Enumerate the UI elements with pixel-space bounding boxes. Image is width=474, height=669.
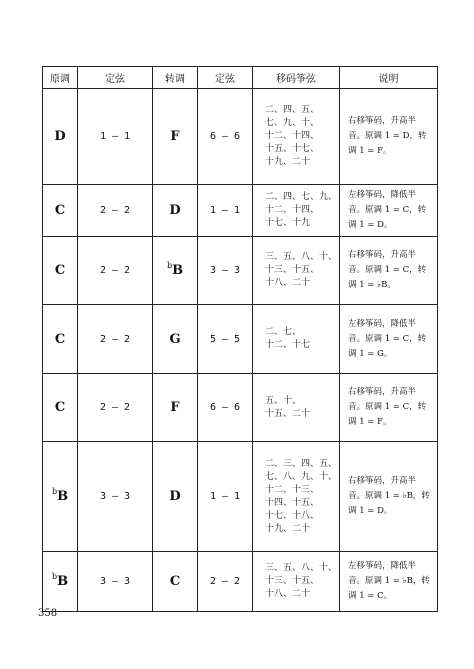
new-tuning-cell xyxy=(198,237,253,305)
page-number: 358 xyxy=(38,608,58,619)
bridge-list-line: 十四、十五、 xyxy=(265,497,320,508)
original-key-cell xyxy=(43,305,78,374)
moved-bridges-cell xyxy=(253,185,340,237)
table-row xyxy=(43,89,438,185)
new-tuning-cell xyxy=(198,305,253,374)
original-key-cell xyxy=(43,442,78,552)
note-line: 调 1 = F。 xyxy=(348,417,392,427)
table-row xyxy=(43,237,438,305)
note-line: 左移筝码，降低半 xyxy=(348,561,417,571)
tuning-cell xyxy=(78,237,153,305)
note-line: 调 1 = ♭B。 xyxy=(348,280,396,290)
original-key-cell xyxy=(43,374,78,442)
moved-bridges-cell xyxy=(253,237,340,305)
table-row xyxy=(43,374,438,442)
note-cell xyxy=(340,552,438,612)
new-key: D xyxy=(169,203,181,218)
original-key-cell xyxy=(43,552,78,612)
new-key-cell xyxy=(153,185,198,237)
table-row xyxy=(43,185,438,237)
note-cell xyxy=(340,374,438,442)
header-moved-bridges: 移码筝弦 xyxy=(253,67,340,89)
tuning-value: 3 — 3 xyxy=(99,491,131,502)
table-row xyxy=(43,305,438,374)
note-line: 左移筝码，降低半 xyxy=(348,190,417,200)
new-key: C xyxy=(169,574,181,589)
original-key: C xyxy=(54,263,66,278)
bridge-list-line: 十五、二十 xyxy=(265,408,311,419)
note-line: 音。原调 1 = D，转 xyxy=(348,131,427,141)
transposition-table xyxy=(42,66,438,612)
note-cell xyxy=(340,237,438,305)
note-cell xyxy=(340,442,438,552)
note-line: 调 1 = G。 xyxy=(348,348,393,359)
note-line: 音。原调 1 = C，转 xyxy=(348,265,427,275)
header-original-key: 原调 xyxy=(43,67,78,89)
new-tuning-cell xyxy=(198,552,253,612)
bridge-list-line: 十三、十五、 xyxy=(265,265,320,275)
new-key: D xyxy=(169,489,181,504)
tuning-cell xyxy=(78,89,153,185)
bridge-list-line: 十八、二十 xyxy=(265,278,311,288)
new-tuning-value: 1 — 1 xyxy=(209,205,241,216)
original-key: C xyxy=(54,331,66,347)
original-key: B xyxy=(57,489,69,504)
note-line: 音。原调 1 = C，转 xyxy=(348,402,427,412)
bridge-list-line: 十五、十七、 xyxy=(265,144,320,154)
note-line: 调 1 = F。 xyxy=(348,146,392,156)
note-line: 音。原调 1 = C，转 xyxy=(348,333,427,344)
bridge-list-line: 十九、二十 xyxy=(265,523,311,534)
header-modulation: 转调 xyxy=(153,67,198,89)
tuning-value: 3 — 3 xyxy=(99,576,131,587)
tuning-cell xyxy=(78,442,153,552)
new-key-cell xyxy=(153,442,198,552)
new-tuning-cell xyxy=(198,89,253,185)
note-line: 音。原调 1 = ♭B，转 xyxy=(348,491,430,501)
note-line: 左移筝码，降低半 xyxy=(348,318,417,329)
new-tuning-cell xyxy=(198,185,253,237)
bridge-list-line: 五、十、 xyxy=(265,395,302,406)
bridge-list-line: 二、七、 xyxy=(265,327,302,337)
header-new-tuning: 定弦 xyxy=(198,67,253,89)
flat-sign: b xyxy=(166,261,173,270)
new-tuning-cell xyxy=(198,374,253,442)
bridge-list-line: 三、五、八、十、 xyxy=(265,252,338,262)
bridge-list-line: 十二、十七 xyxy=(265,340,311,350)
original-key: C xyxy=(54,400,66,415)
original-key: D xyxy=(54,129,66,144)
new-key: F xyxy=(170,400,180,415)
bridge-list-line: 三、五、八、十、 xyxy=(265,563,338,573)
new-tuning-value: 2 — 2 xyxy=(209,576,241,587)
new-key-cell xyxy=(153,237,198,305)
note-line: 音。原调 1 = C，转 xyxy=(348,205,427,215)
table-row xyxy=(43,552,438,612)
new-key: B xyxy=(172,263,184,278)
note-cell xyxy=(340,89,438,185)
tuning-value: 2 — 2 xyxy=(99,333,131,345)
moved-bridges-cell xyxy=(253,89,340,185)
note-cell xyxy=(340,305,438,374)
note-line: 调 1 = D。 xyxy=(348,220,393,230)
original-key-cell xyxy=(43,89,78,185)
note-line: 调 1 = D。 xyxy=(348,506,393,516)
original-key: B xyxy=(57,574,69,589)
header-tuning: 定弦 xyxy=(78,67,153,89)
original-key-cell xyxy=(43,237,78,305)
original-key: C xyxy=(54,203,66,218)
original-key-cell xyxy=(43,185,78,237)
bridge-list-line: 十二、十四、 xyxy=(265,131,320,141)
bridge-list-line: 十二、十四、 xyxy=(265,205,320,215)
flat-sign: b xyxy=(51,487,58,496)
new-key-cell xyxy=(153,305,198,374)
tuning-cell xyxy=(78,552,153,612)
bridge-list-line: 十七、十八、 xyxy=(265,510,320,521)
new-tuning-value: 6 — 6 xyxy=(209,131,241,142)
new-tuning-value: 1 — 1 xyxy=(209,491,241,502)
new-key: F xyxy=(170,129,180,144)
new-key: G xyxy=(169,331,181,347)
bridge-list-line: 十八、二十 xyxy=(265,589,311,599)
new-key-cell xyxy=(153,89,198,185)
bridge-list-line: 二、四、五、 xyxy=(265,105,320,115)
moved-bridges-cell xyxy=(253,442,340,552)
tuning-value: 2 — 2 xyxy=(99,402,131,413)
bridge-list-line: 七、九、十、 xyxy=(265,118,320,128)
note-line: 音。原调 1 = ♭B，转 xyxy=(348,576,430,586)
new-key-cell xyxy=(153,552,198,612)
header-notes: 说明 xyxy=(340,67,438,89)
bridge-list-line: 十九、二十 xyxy=(265,157,311,167)
note-line: 右移筝码，升高半 xyxy=(348,476,417,486)
bridge-list-line: 十七、十九 xyxy=(265,218,311,228)
new-tuning-value: 3 — 3 xyxy=(209,265,241,276)
bridge-list-line: 十二、十三、 xyxy=(265,484,320,495)
tuning-cell xyxy=(78,305,153,374)
bridge-list-line: 十三、十五、 xyxy=(265,576,320,586)
tuning-cell xyxy=(78,374,153,442)
note-cell xyxy=(340,185,438,237)
new-tuning-cell xyxy=(198,442,253,552)
tuning-value: 2 — 2 xyxy=(99,205,131,216)
moved-bridges-cell xyxy=(253,305,340,374)
note-line: 右移筝码，升高半 xyxy=(348,387,417,397)
moved-bridges-cell xyxy=(253,374,340,442)
bridge-list-line: 二、四、七、九、 xyxy=(265,192,338,202)
note-line: 右移筝码，升高半 xyxy=(348,116,417,126)
note-line: 调 1 = C。 xyxy=(348,591,393,601)
tuning-value: 1 — 1 xyxy=(99,131,131,142)
flat-sign: b xyxy=(51,572,58,581)
bridge-list-line: 二、三、四、五、 xyxy=(265,458,338,469)
moved-bridges-cell xyxy=(253,552,340,612)
tuning-cell xyxy=(78,185,153,237)
table-header-row xyxy=(43,67,438,89)
note-line: 右移筝码，升高半 xyxy=(348,250,417,260)
tuning-value: 2 — 2 xyxy=(99,265,131,276)
new-tuning-value: 6 — 6 xyxy=(209,402,241,413)
table-row xyxy=(43,442,438,552)
bridge-list-line: 七、八、九、十、 xyxy=(265,471,338,482)
new-tuning-value: 5 — 5 xyxy=(209,333,241,345)
new-key-cell xyxy=(153,374,198,442)
